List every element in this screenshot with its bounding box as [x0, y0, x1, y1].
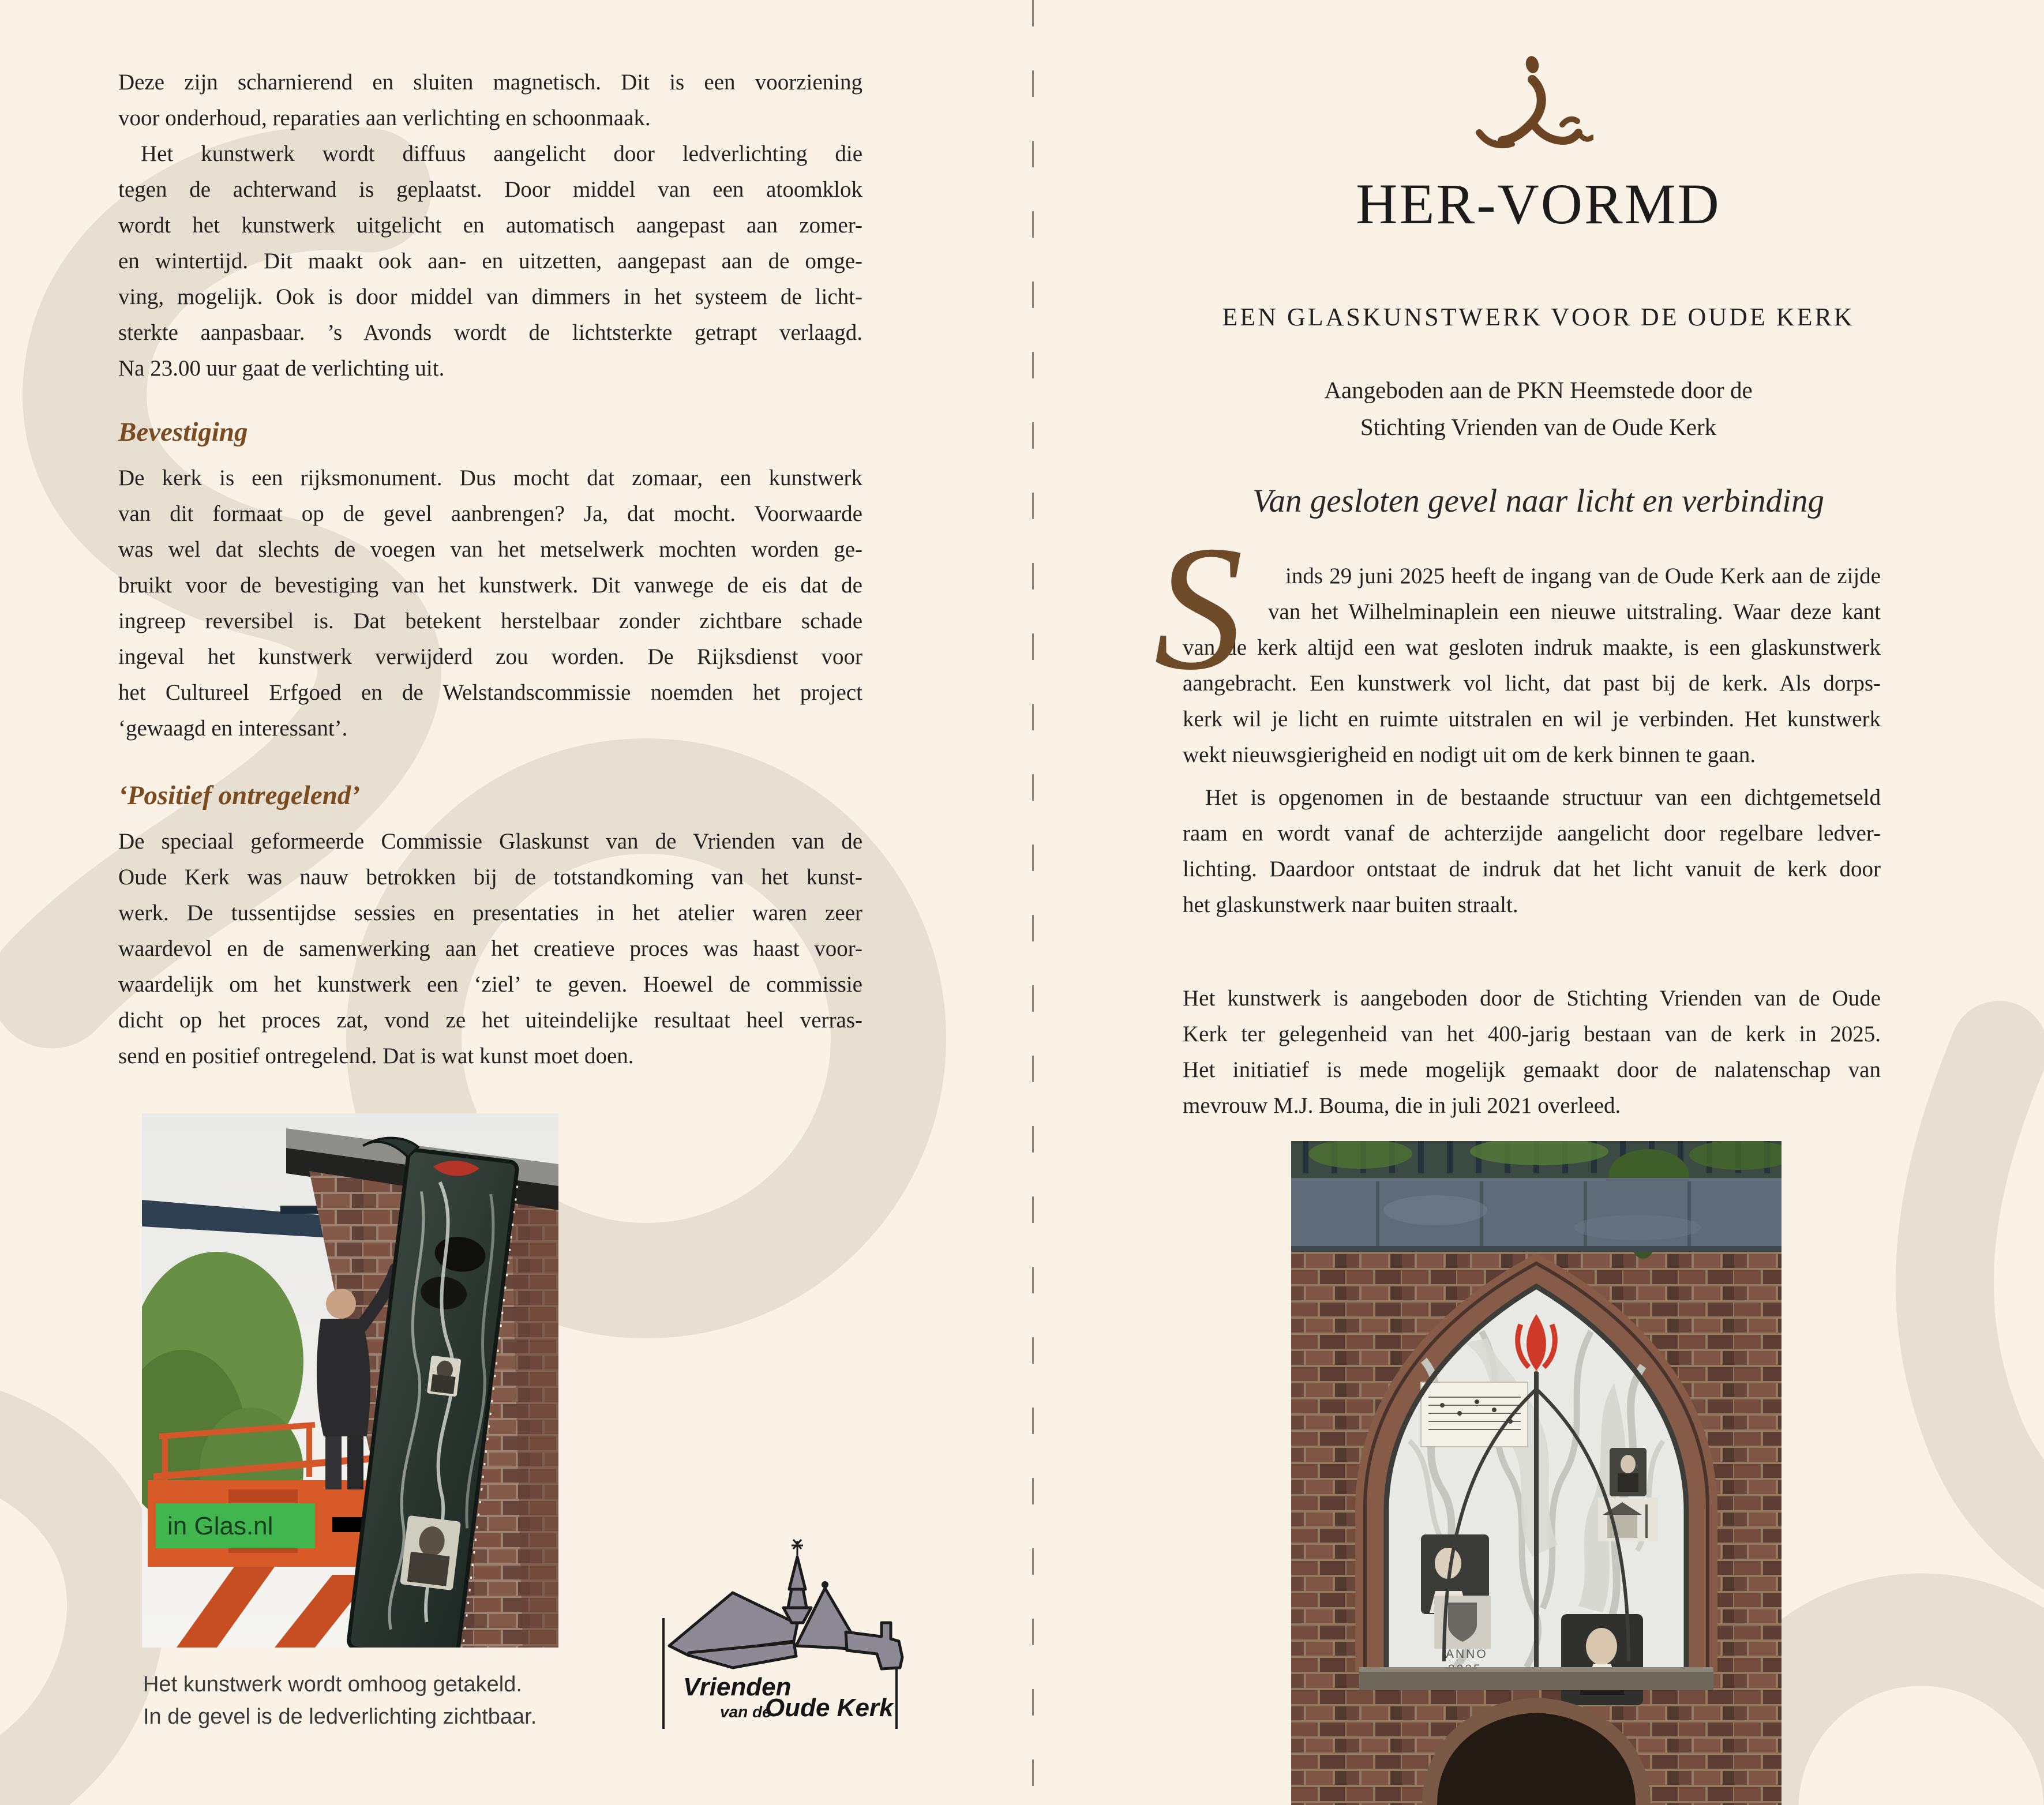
offered-line-2: Stichting Vrienden van de Oude Kerk: [1360, 414, 1717, 440]
text-line: Het kunstwerk wordt omhoog getakeld.: [143, 1672, 522, 1697]
text-line: dicht op het proces zat, vond ze het uiteindelijke resultaat heel verras-: [118, 1008, 862, 1033]
tagline-heading: Van gesloten gevel naar licht en verbinding: [1252, 483, 1824, 519]
section-heading-positief-ontregelend: ‘Positief ontregelend’: [118, 780, 361, 810]
text-line: het glaskunstwerk naar buiten straalt.: [1183, 892, 1518, 917]
text-line: Na 23.00 uur gaat de verlichting uit.: [118, 356, 445, 381]
left-paragraph-1a: [118, 65, 862, 136]
text-line: tegen de achterwand is geplaatst. Door middel van een atoomklok: [118, 177, 862, 202]
facade-window-illustration: [1291, 1141, 1782, 1805]
text-line: Oude Kerk was nauw betrokken bij de totstandkoming van het kunst-: [118, 865, 862, 890]
portrait-man-large: [1561, 1614, 1643, 1705]
left-paragraph-1b: [118, 136, 862, 386]
text-line: sterkte aanpasbaar. ’s Avonds wordt de lichtsterkte getrapt verlaagd.: [118, 320, 862, 345]
facade-window-photo: [1291, 1141, 1782, 1805]
right-paragraph-2: [1183, 981, 1881, 1124]
logo-word-van-de: van de: [720, 1703, 771, 1721]
left-paragraph-2: [118, 460, 862, 746]
portrait-man-small: [1610, 1448, 1647, 1496]
left-paragraph-3: [118, 824, 862, 1074]
text-line: De kerk is een rijksmonument. Dus mocht dat zomaar, een kunstwerk: [118, 466, 862, 490]
text-line: inds 29 juni 2025 heeft de ingang van de Oude Kerk aan de zijde: [1285, 564, 1881, 588]
text-line: waardelijk om het kunstwerk een ‘ziel’ te geven. Hoewel de commissie: [118, 972, 862, 997]
text-line: van dit formaat op de gevel aanbrengen? Ja, dat mocht. Voorwaarde: [118, 501, 862, 526]
text-line: was wel dat slechts de voegen van het metselwerk mochten worden ge-: [118, 537, 862, 562]
text-line: voor onderhoud, reparaties aan verlichting en schoonmaak.: [118, 106, 651, 130]
offered-line-1: Aangeboden aan de PKN Heemstede door de: [1324, 377, 1753, 403]
text-line: van het Wilhelminaplein een nieuwe uitstraling. Waar deze kant: [1268, 599, 1881, 624]
installation-photo-illustration: [142, 1113, 558, 1648]
church-silhouette: [669, 1557, 902, 1669]
text-line: raam en wordt vanaf de achterzijde aangelicht door regelbare ledver-: [1183, 821, 1881, 846]
text-line: wordt het kunstwerk uitgelicht en automatisch aangepast aan zomer-: [118, 213, 862, 238]
right-paragraph-1a: [1183, 558, 1881, 773]
text-line: het Cultureel Erfgoed en de Welstandscommissie noemden het project: [118, 680, 862, 705]
lift-sign-text: in Glas.nl: [167, 1512, 273, 1540]
text-line: De speciaal geformeerde Commissie Glaskunst van de Vrienden van de: [118, 829, 862, 854]
text-line: Het is opgenomen in de bestaande structuur van een dichtgemetseld: [1183, 785, 1881, 810]
text-line: werk. De tussentijdse sessies en presentaties in het atelier waren zeer: [118, 900, 862, 925]
text-line: van de kerk altijd een wat gesloten indruk maakte, is een glaskunstwerk: [1183, 635, 1881, 660]
text-line: ‘gewaagd en interessant’.: [118, 716, 348, 741]
calligraphic-ornament: [1470, 53, 1593, 157]
photo-caption: [143, 1668, 537, 1733]
text-line: Het initiatief is mede mogelijk gemaakt door de nalatenschap van: [1183, 1057, 1881, 1082]
logo-word-oude-kerk: Oude Kerk: [765, 1694, 894, 1722]
text-line: Deze zijn scharnierend en sluiten magnetisch. Dit is een voorziening: [118, 70, 862, 95]
text-line: kerk wil je licht en ruimte uitstralen en wil je verbinden. Het kunstwerk: [1183, 707, 1881, 731]
page-subtitle: EEN GLASKUNSTWERK VOOR DE OUDE KERK: [1222, 303, 1855, 331]
text-line: mevrouw M.J. Bouma, die in juli 2021 overleed.: [1183, 1093, 1621, 1118]
vrienden-oude-kerk-logo: [652, 1532, 906, 1733]
text-line: bruikt voor de bevestiging van het kunstwerk. Dit vanwege de eis dat de: [118, 573, 862, 598]
text-line: lichting. Daardoor ontstaat de indruk dat het licht vanuit de kerk door: [1183, 857, 1881, 881]
right-paragraph-1b: [1183, 780, 1881, 923]
text-line: In de gevel is de ledverlichting zichtbaar.: [143, 1705, 537, 1729]
logo-word-vrienden: Vrienden: [683, 1673, 792, 1701]
text-line: ving, mogelijk. Ook is door middel van dimmers in het systeem de licht-: [118, 284, 862, 309]
text-line: Kerk ter gelegenheid van het 400-jarig bestaan van de kerk in 2025.: [1183, 1022, 1881, 1046]
text-line: ingreep reversibel is. Dat betekent herstelbaar zonder zichtbare schade: [118, 609, 862, 633]
weathervane: [792, 1540, 803, 1557]
installation-photo: [142, 1113, 558, 1648]
window-anno-text: ANNO: [1446, 1648, 1488, 1661]
text-line: wekt nieuwsgierigheid en nodigt uit om de kerk binnen te gaan.: [1183, 742, 1756, 767]
text-line: Het kunstwerk is aangeboden door de Stichting Vrienden van de Oude: [1183, 986, 1881, 1011]
text-line: aangebracht. Een kunstwerk vol licht, dat past bij de kerk. Als dorps-: [1183, 671, 1881, 696]
text-line: send en positief ontregelend. Dat is wat kunst moet doen.: [118, 1044, 634, 1068]
drop-cap-s: S: [1154, 509, 1243, 707]
page-title: HER-VORMD: [1356, 172, 1721, 236]
section-heading-bevestiging: Bevestiging: [118, 417, 248, 447]
text-line: en wintertijd. Dit maakt ook aan- en uitzetten, aangepast aan de omge-: [118, 249, 862, 273]
text-line: Het kunstwerk wordt diffuus aangelicht door ledverlichting die: [118, 141, 862, 166]
text-line: waardevol en de samenwerking aan het creatieve proces was haast voor-: [118, 936, 862, 961]
text-line: ingeval het kunstwerk verwijderd zou worden. De Rijksdienst voor: [118, 644, 862, 669]
